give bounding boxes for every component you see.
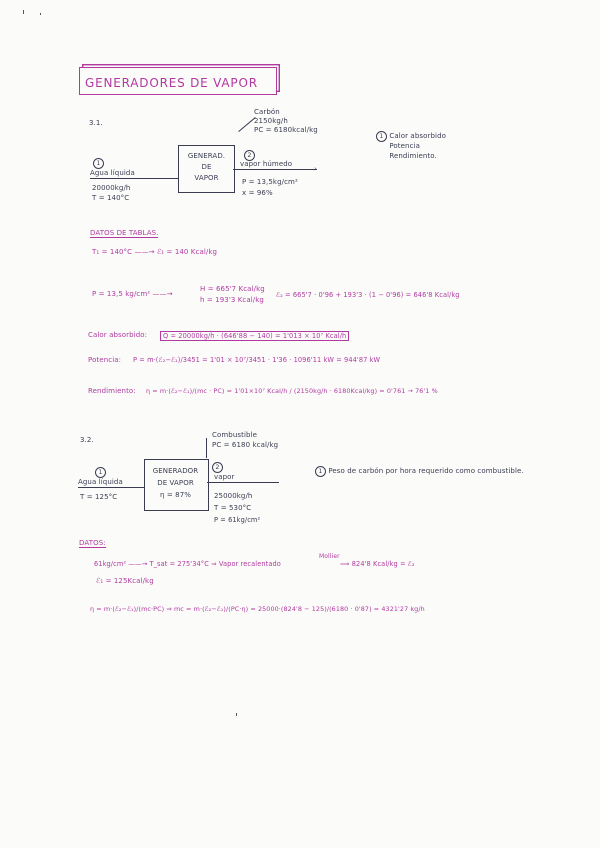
fuel-data: Combustible PC = 6180 kcal/kg	[212, 431, 279, 449]
ask-list	[376, 131, 446, 161]
ask-list: 1 Peso de carbón por hora requerido como combustible.	[315, 466, 525, 477]
exercise-number: 3.2.	[80, 436, 94, 444]
item-marker: 1	[376, 131, 387, 142]
efficiency-result: η = m·(ℰ₂−ℰ₁)/(mc · PC) = 1'01×10⁷ Kcal/h / (2150kg/h · 6180Kcal/kg) = 0'761 → 76'1 %	[146, 387, 438, 395]
ask-heat: Calor absorbido	[389, 132, 446, 140]
power-label: Potencia:	[88, 356, 122, 364]
input-line	[78, 487, 144, 488]
coal-result: η = m·(ℰ₂−ℰ₁)/(mc·PC) ⇒ mc = m·(ℰ₂−ℰ₁)/(PC·η) = 25000·(824'8 − 125)/(6180 · 0'87) = 4321'27 kg/h	[90, 605, 425, 613]
efficiency-label: Rendimiento:	[88, 387, 136, 395]
scan-speck	[23, 10, 24, 14]
arrow-head: ›	[314, 165, 317, 173]
section-heading: DATOS DE TABLAS.	[90, 229, 159, 237]
output-state: vapor húmedo	[240, 160, 293, 168]
enthalpy-liquid: h = 193'3 Kcal/kg	[200, 296, 264, 304]
mix-enthalpy: ℰ₂ = 665'7 · 0'96 + 193'3 · (1 − 0'96) = 646'8 Kcal/kg	[276, 291, 460, 299]
section-heading: DATOS:	[79, 539, 106, 547]
generator-label: GENERADOR DE VAPOR η = 87%	[152, 467, 199, 499]
heat-label: Calor absorbido:	[88, 331, 148, 339]
inlet-enthalpy: ℰ₁ = 125Kcal/kg	[96, 577, 154, 585]
output-line	[233, 169, 317, 170]
fuel-name: Carbón	[254, 108, 280, 116]
table-data-2: P = 13,5 kg/cm² ——→	[92, 290, 173, 298]
scan-speck	[40, 13, 41, 15]
output-line	[207, 482, 279, 483]
fuel-data	[254, 108, 318, 135]
mollier-note: Mollier	[319, 553, 340, 560]
saturation-data: 61kg/cm² ——→ T_sat = 275'34°C ⇒ Vapor recalentado	[94, 560, 281, 568]
table-data-1: T₁ = 140°C ——→ ℰ₁ = 140 Kcal/kg	[92, 248, 218, 256]
input-line	[90, 178, 178, 179]
ask-efficiency: Rendimiento.	[389, 152, 437, 160]
exercise-number: 3.1.	[89, 119, 103, 127]
generator-label: GENERAD. DE VAPOR	[187, 152, 226, 182]
fuel-arrow	[206, 438, 207, 458]
scan-speck	[236, 713, 237, 716]
power-result: P = m·(ℰ₂−ℰ₁)/3451 = 1'01 × 10⁷/3451 · 1'36 · 1096'11 kW = 944'87 kW	[133, 356, 381, 364]
heat-result: Q = 20000kg/h · (646'88 − 140) = 1'013 × 10⁷ Kcal/h	[160, 331, 349, 341]
ask-power: Potencia	[389, 142, 420, 150]
fuel-pc: PC = 6180kcal/kg	[254, 126, 318, 134]
page-title: GENERADORES DE VAPOR	[85, 76, 258, 90]
fuel-flow: 2150kg/h	[254, 117, 288, 125]
ask-coal: Peso de carbón por hora requerido como combustible.	[328, 467, 524, 475]
enthalpy-vapor: H = 665'7 Kcal/kg	[200, 285, 265, 293]
superheat-enthalpy: ⟹ 824'8 Kcal/kg = ℰ₂	[340, 560, 415, 568]
input-data: Agua líquida	[90, 169, 135, 177]
input-marker: 1	[95, 467, 106, 478]
input-state: Agua líquida	[78, 478, 123, 486]
output-marker: 2	[244, 150, 255, 161]
input-marker: 1	[93, 158, 104, 169]
output-state: vapor	[214, 473, 235, 481]
output-marker: 2	[212, 462, 223, 473]
input-temp: T = 125°C	[80, 493, 118, 501]
